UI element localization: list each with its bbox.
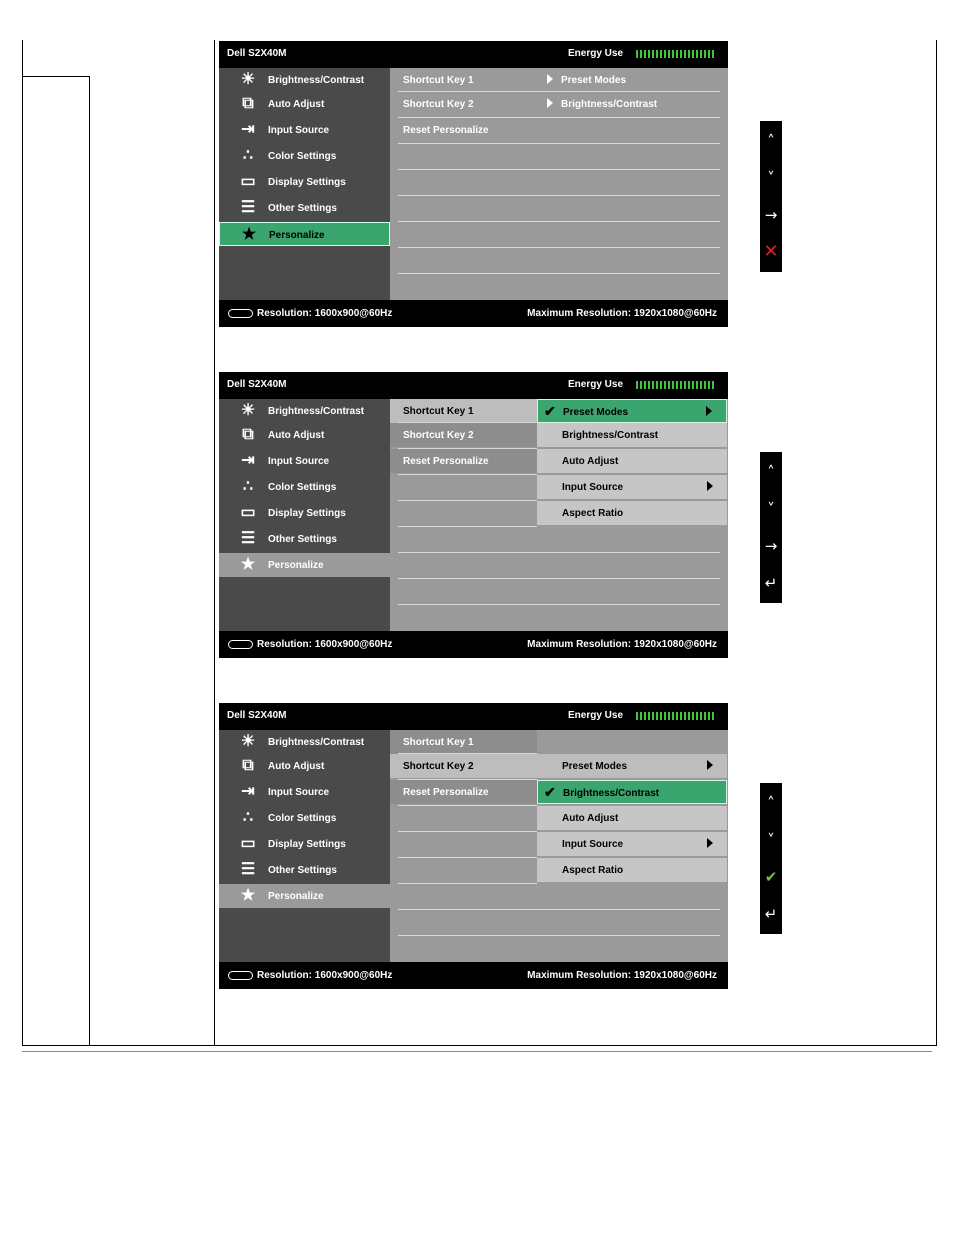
energy-segment <box>644 712 646 720</box>
submenu-divider <box>398 422 537 423</box>
current-resolution: Resolution: 1600x900@60Hz <box>257 639 393 650</box>
option-label: Input Source <box>562 839 624 850</box>
submenu-divider <box>398 195 720 196</box>
display-settings-icon: ▭ <box>240 835 256 852</box>
energy-use-label: Energy Use <box>568 379 624 390</box>
menu-item-label: Brightness/Contrast <box>268 737 365 748</box>
up-icon[interactable]: ˄ <box>767 132 775 150</box>
right-triangle-icon <box>547 98 553 108</box>
submenu-label: Shortcut Key 2 <box>403 99 474 110</box>
monitor-model: Dell S2X40M <box>227 48 287 59</box>
energy-segment <box>676 712 678 720</box>
menu-item-label: Other Settings <box>268 534 337 545</box>
menu-item-label: Auto Adjust <box>268 761 325 772</box>
energy-segment <box>652 712 654 720</box>
energy-segment <box>648 381 650 389</box>
energy-segment <box>696 712 698 720</box>
option-input-source[interactable] <box>537 475 727 499</box>
submenu-divider <box>398 273 720 274</box>
menu-item-display-settings[interactable] <box>219 832 390 856</box>
option-label: Auto Adjust <box>562 456 619 467</box>
submenu-label: Reset Personalize <box>403 787 489 798</box>
input-source-icon: ⇥ <box>241 121 255 138</box>
current-resolution: Resolution: 1600x900@60Hz <box>257 970 393 981</box>
option-aspect-ratio[interactable] <box>537 501 727 525</box>
monitor-button-bar-2 <box>760 452 782 603</box>
display-settings-icon: ▭ <box>240 173 256 190</box>
up-icon[interactable]: ˄ <box>767 794 775 812</box>
energy-segment <box>704 381 706 389</box>
submenu-divider <box>398 526 537 527</box>
menu-item-auto-adjust[interactable] <box>219 92 390 116</box>
osd-panel-3 <box>219 703 728 989</box>
submenu-label: Reset Personalize <box>403 125 489 136</box>
osd-title-bar <box>219 41 728 67</box>
vga-connector-icon <box>228 971 253 980</box>
other-settings-icon: ☰ <box>240 530 256 547</box>
auto-adjust-icon: ⧉ <box>242 426 254 443</box>
energy-segment <box>700 50 702 58</box>
option-preset-modes[interactable] <box>537 399 727 423</box>
osd-status-bar <box>219 631 728 658</box>
menu-item-other-settings[interactable] <box>219 858 390 882</box>
energy-segment <box>644 50 646 58</box>
option-label: Input Source <box>562 482 624 493</box>
energy-segment <box>708 712 710 720</box>
down-icon[interactable]: ˅ <box>767 500 775 518</box>
energy-segment <box>688 50 690 58</box>
osd-status-bar <box>219 962 728 989</box>
osd-status-bar <box>219 300 728 327</box>
osd-title-bar <box>219 703 728 729</box>
submenu-label: Reset Personalize <box>403 456 489 467</box>
other-settings-icon: ☰ <box>240 199 256 216</box>
submenu-divider <box>398 935 720 936</box>
close-icon[interactable]: ✕ <box>763 241 779 262</box>
display-settings-icon: ▭ <box>240 504 256 521</box>
submenu-divider <box>398 578 720 579</box>
input-source-icon: ⇥ <box>241 783 255 800</box>
submenu-divider <box>398 779 537 780</box>
option-label: Brightness/Contrast <box>562 430 659 441</box>
submenu-label: Shortcut Key 1 <box>403 75 474 86</box>
menu-item-input-source[interactable] <box>219 118 390 142</box>
submenu-shortcut-key-2[interactable] <box>390 92 728 116</box>
submenu-shortcut-key-2[interactable] <box>390 754 537 778</box>
submenu-divider <box>398 221 720 222</box>
option-brightness-contrast[interactable] <box>537 780 727 804</box>
submenu-label: Shortcut Key 2 <box>403 761 474 772</box>
energy-segment <box>684 50 686 58</box>
menu-item-label: Display Settings <box>268 839 346 850</box>
energy-segment <box>684 712 686 720</box>
submenu-divider <box>398 831 537 832</box>
energy-segment <box>652 50 654 58</box>
energy-use-label: Energy Use <box>568 48 624 59</box>
shortcut-value: Brightness/Contrast <box>561 99 658 110</box>
energy-segment <box>672 50 674 58</box>
energy-segment <box>692 712 694 720</box>
option-input-source[interactable] <box>537 832 727 856</box>
max-resolution: Maximum Resolution: 1920x1080@60Hz <box>527 639 717 650</box>
down-icon[interactable]: ˅ <box>767 831 775 849</box>
energy-segment <box>656 712 658 720</box>
osd-title-bar <box>219 372 728 398</box>
frame-bottom <box>22 1045 937 1046</box>
star-icon: ★ <box>240 887 256 904</box>
energy-segment <box>664 50 666 58</box>
menu-item-other-settings[interactable] <box>219 196 390 220</box>
energy-segment <box>708 50 710 58</box>
option-aspect-ratio[interactable] <box>537 858 727 882</box>
brightness-icon: ☀ <box>240 402 256 419</box>
energy-use-label: Energy Use <box>568 710 624 721</box>
submenu-divider <box>398 500 537 501</box>
submenu-divider <box>398 604 720 605</box>
energy-segment <box>712 712 714 720</box>
energy-meter <box>636 50 718 58</box>
submenu-divider <box>398 117 720 118</box>
energy-segment <box>704 50 706 58</box>
submenu-divider <box>398 91 720 92</box>
menu-item-label: Personalize <box>269 230 325 241</box>
monitor-model: Dell S2X40M <box>227 710 287 721</box>
shortcut-value: Preset Modes <box>561 75 627 86</box>
color-settings-icon: ∴ <box>242 809 254 826</box>
frame-rule <box>22 1051 932 1052</box>
submenu-divider <box>398 169 720 170</box>
osd-panel-1 <box>219 41 728 327</box>
other-settings-icon: ☰ <box>240 861 256 878</box>
menu-item-label: Input Source <box>268 787 330 798</box>
menu-item-personalize[interactable] <box>219 222 390 246</box>
osd-panel-2 <box>219 372 728 658</box>
menu-item-label: Brightness/Contrast <box>268 75 365 86</box>
menu-item-label: Display Settings <box>268 508 346 519</box>
energy-segment <box>692 381 694 389</box>
option-label: Brightness/Contrast <box>563 788 660 799</box>
menu-item-display-settings[interactable] <box>219 170 390 194</box>
menu-item-other-settings[interactable] <box>219 527 390 551</box>
submenu-divider <box>398 805 537 806</box>
option-auto-adjust[interactable] <box>537 806 727 830</box>
color-settings-icon: ∴ <box>242 147 254 164</box>
submenu-reset-personalize[interactable] <box>390 449 537 473</box>
energy-segment <box>676 381 678 389</box>
energy-segment <box>696 381 698 389</box>
submenu-reset-personalize[interactable] <box>390 118 728 142</box>
submenu-divider <box>398 474 537 475</box>
menu-item-label: Other Settings <box>268 203 337 214</box>
energy-segment <box>656 50 658 58</box>
menu-item-personalize[interactable] <box>219 553 390 577</box>
menu-item-auto-adjust[interactable] <box>219 423 390 447</box>
option-preset-modes[interactable] <box>537 754 727 778</box>
energy-segment <box>652 381 654 389</box>
right-arrow-icon[interactable]: → <box>764 206 778 224</box>
submenu-reset-personalize[interactable] <box>390 780 537 804</box>
vga-connector-icon <box>228 309 253 318</box>
menu-item-personalize[interactable] <box>219 884 390 908</box>
max-resolution: Maximum Resolution: 1920x1080@60Hz <box>527 308 717 319</box>
energy-segment <box>640 381 642 389</box>
color-settings-icon: ∴ <box>242 478 254 495</box>
energy-segment <box>688 712 690 720</box>
frame-col1 <box>22 76 89 77</box>
menu-item-label: Auto Adjust <box>268 430 325 441</box>
submenu-shortcut-key-1[interactable] <box>390 730 537 754</box>
energy-segment <box>636 381 638 389</box>
right-triangle-icon <box>707 760 713 770</box>
submenu-divider <box>398 448 537 449</box>
energy-segment <box>640 50 642 58</box>
star-icon: ★ <box>240 556 256 573</box>
energy-segment <box>664 712 666 720</box>
monitor-model: Dell S2X40M <box>227 379 287 390</box>
menu-item-auto-adjust[interactable] <box>219 754 390 778</box>
energy-segment <box>692 50 694 58</box>
option-brightness-contrast[interactable] <box>537 423 727 447</box>
energy-segment <box>640 712 642 720</box>
submenu-shortcut-key-1[interactable] <box>390 68 728 92</box>
monitor-button-bar-1 <box>760 121 782 272</box>
submenu-divider <box>398 552 720 553</box>
right-triangle-icon <box>547 74 553 84</box>
menu-item-label: Auto Adjust <box>268 99 325 110</box>
up-icon[interactable]: ˄ <box>767 463 775 481</box>
brightness-icon: ☀ <box>240 733 256 750</box>
option-auto-adjust[interactable] <box>537 449 727 473</box>
right-triangle-icon <box>707 481 713 491</box>
submenu-divider <box>398 143 720 144</box>
energy-segment <box>660 712 662 720</box>
submenu-divider <box>398 247 720 248</box>
frame-divider2 <box>214 40 215 1046</box>
option-label: Aspect Ratio <box>562 865 624 876</box>
brightness-icon: ☀ <box>240 71 256 88</box>
menu-item-label: Color Settings <box>268 813 337 824</box>
menu-item-brightness-contrast[interactable] <box>219 399 390 423</box>
frame-divider1 <box>89 76 90 1046</box>
menu-item-input-source[interactable] <box>219 780 390 804</box>
energy-segment <box>636 712 638 720</box>
energy-segment <box>636 50 638 58</box>
energy-segment <box>704 712 706 720</box>
submenu-label: Shortcut Key 1 <box>403 737 474 748</box>
submenu-shortcut-key-2[interactable] <box>390 423 537 447</box>
energy-segment <box>708 381 710 389</box>
menu-item-color-settings[interactable] <box>219 144 390 168</box>
submenu-divider <box>398 857 537 858</box>
back-icon[interactable]: ↵ <box>764 905 778 923</box>
energy-segment <box>660 381 662 389</box>
energy-meter <box>636 381 718 389</box>
energy-segment <box>680 712 682 720</box>
energy-segment <box>684 381 686 389</box>
energy-segment <box>656 381 658 389</box>
option-label: Preset Modes <box>563 407 629 418</box>
submenu-divider <box>398 753 537 754</box>
right-arrow-icon[interactable]: → <box>764 537 778 555</box>
energy-segment <box>700 712 702 720</box>
menu-item-color-settings[interactable] <box>219 806 390 830</box>
check-icon: ✔ <box>544 403 556 419</box>
menu-item-label: Personalize <box>268 560 324 571</box>
energy-segment <box>648 50 650 58</box>
frame-left <box>22 40 23 1046</box>
energy-meter <box>636 712 718 720</box>
energy-segment <box>712 381 714 389</box>
energy-segment <box>668 381 670 389</box>
energy-segment <box>668 50 670 58</box>
submenu-shortcut-key-1[interactable] <box>390 399 537 423</box>
submenu-label: Shortcut Key 1 <box>403 406 474 417</box>
current-resolution: Resolution: 1600x900@60Hz <box>257 308 393 319</box>
check-icon: ✔ <box>544 784 556 800</box>
auto-adjust-icon: ⧉ <box>242 95 254 112</box>
energy-segment <box>672 712 674 720</box>
option-label: Preset Modes <box>562 761 628 772</box>
energy-segment <box>712 50 714 58</box>
energy-segment <box>668 712 670 720</box>
frame-right <box>936 40 937 1046</box>
energy-segment <box>660 50 662 58</box>
menu-item-label: Other Settings <box>268 865 337 876</box>
energy-segment <box>676 50 678 58</box>
menu-item-label: Input Source <box>268 125 330 136</box>
star-icon: ★ <box>241 226 257 243</box>
menu-item-display-settings[interactable] <box>219 501 390 525</box>
menu-item-label: Color Settings <box>268 151 337 162</box>
option-label: Aspect Ratio <box>562 508 624 519</box>
menu-item-color-settings[interactable] <box>219 475 390 499</box>
menu-item-brightness-contrast[interactable] <box>219 68 390 92</box>
menu-item-label: Input Source <box>268 456 330 467</box>
energy-segment <box>696 50 698 58</box>
vga-connector-icon <box>228 640 253 649</box>
menu-item-label: Color Settings <box>268 482 337 493</box>
down-icon[interactable]: ˅ <box>767 169 775 187</box>
menu-item-input-source[interactable] <box>219 449 390 473</box>
check-icon[interactable]: ✔ <box>764 868 778 886</box>
energy-segment <box>680 381 682 389</box>
input-source-icon: ⇥ <box>241 452 255 469</box>
right-triangle-icon <box>706 406 712 416</box>
energy-segment <box>648 712 650 720</box>
energy-segment <box>644 381 646 389</box>
menu-item-label: Personalize <box>268 891 324 902</box>
energy-segment <box>688 381 690 389</box>
menu-item-label: Brightness/Contrast <box>268 406 365 417</box>
submenu-divider <box>398 909 720 910</box>
submenu-label: Shortcut Key 2 <box>403 430 474 441</box>
auto-adjust-icon: ⧉ <box>242 757 254 774</box>
menu-item-label: Display Settings <box>268 177 346 188</box>
max-resolution: Maximum Resolution: 1920x1080@60Hz <box>527 970 717 981</box>
right-triangle-icon <box>707 838 713 848</box>
monitor-button-bar-3 <box>760 783 782 934</box>
back-icon[interactable]: ↵ <box>764 574 778 592</box>
option-label: Auto Adjust <box>562 813 619 824</box>
energy-segment <box>700 381 702 389</box>
submenu-divider <box>398 883 537 884</box>
energy-segment <box>672 381 674 389</box>
energy-segment <box>664 381 666 389</box>
energy-segment <box>680 50 682 58</box>
menu-item-brightness-contrast[interactable] <box>219 730 390 754</box>
